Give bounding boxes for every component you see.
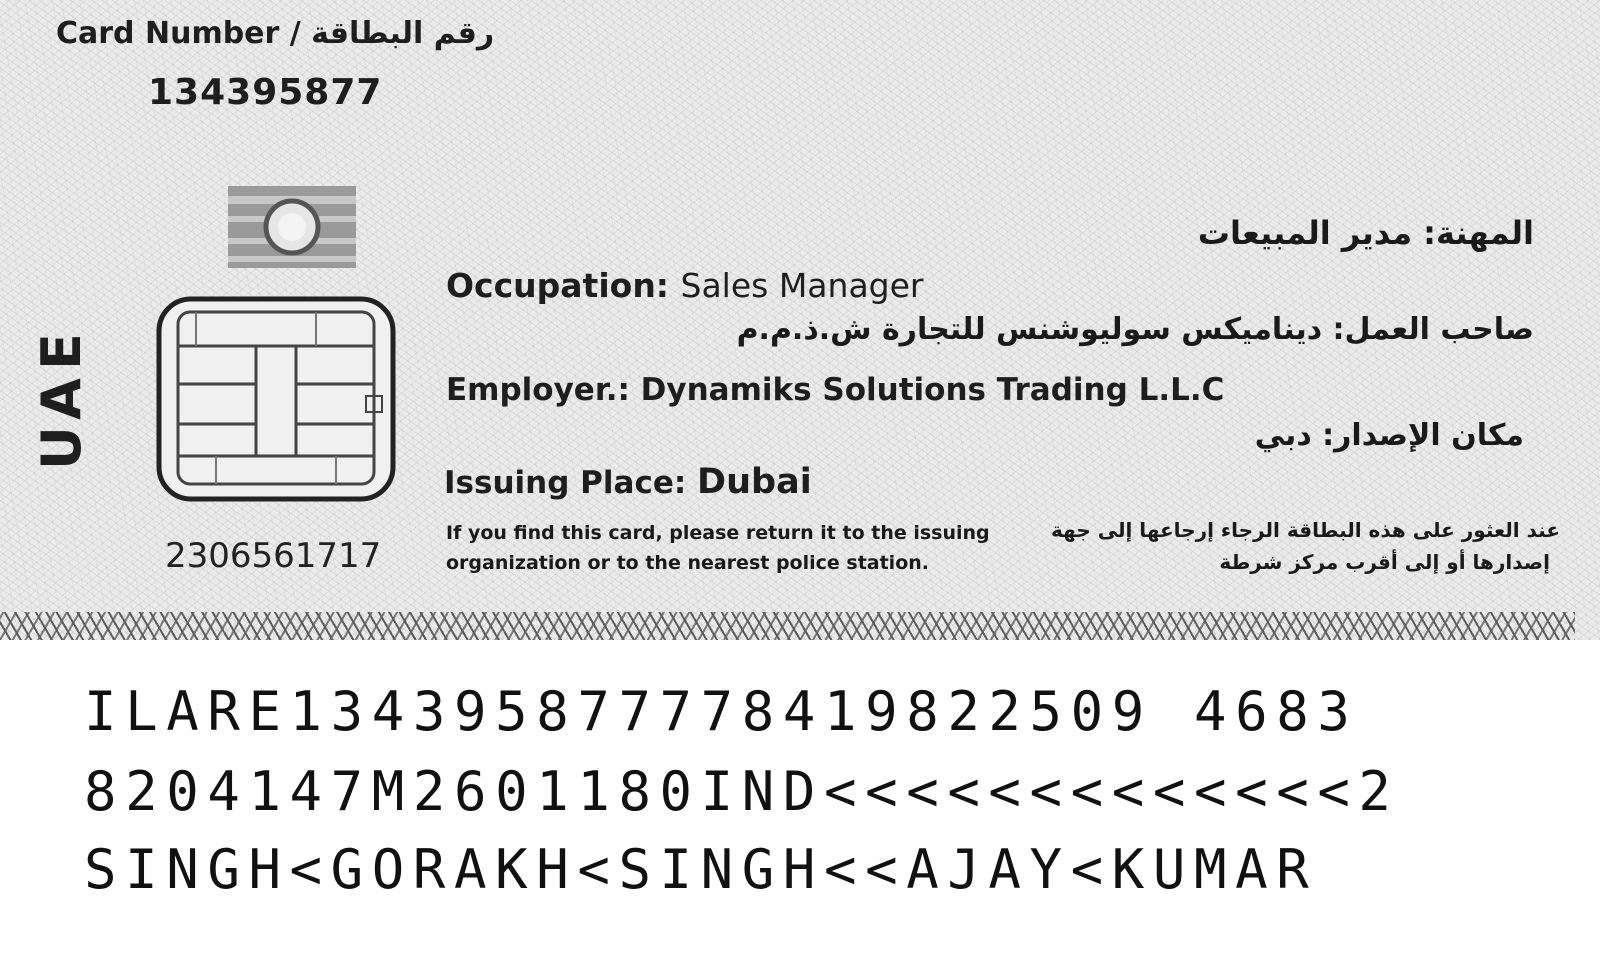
employer-value: Dynamiks Solutions Trading L.L.C xyxy=(640,372,1225,408)
issuing-place-value: Dubai xyxy=(697,462,812,502)
smart-chip-icon xyxy=(156,296,396,502)
mrz-line-1: ILARE134395877778419822509 4683 xyxy=(84,680,1359,743)
occupation-arabic: المهنة: مدير المبيعات xyxy=(1197,214,1534,252)
return-notice-ar-line2: إصدارها أو إلى أقرب مركز شرطة xyxy=(1219,550,1550,574)
security-border-strip xyxy=(0,612,1575,642)
return-notice-en-line2: organization or to the nearest police station. xyxy=(446,552,929,574)
return-notice-ar-line1: عند العثور على هذه البطاقة الرجاء إرجاعها إلى جهة xyxy=(1051,518,1560,542)
employer-arabic: صاحب العمل: ديناميكس سوليوشنس للتجارة ش.ذ.م.م xyxy=(736,312,1534,347)
card-number-value: 134395877 xyxy=(148,72,383,113)
employer-label: Employer.: xyxy=(446,372,630,408)
issuing-place-arabic: مكان الإصدار: دبي xyxy=(1254,418,1524,453)
occupation-field xyxy=(446,266,924,305)
card-serial-number: 2306561717 xyxy=(165,536,382,576)
country-code: UAE xyxy=(30,325,93,470)
issuing-place-field xyxy=(444,462,812,502)
mrz-line-3: SINGH<GORAKH<SINGH<<AJAY<KUMAR xyxy=(84,838,1318,901)
issuing-place-label: Issuing Place: xyxy=(444,465,687,501)
occupation-label: Occupation: xyxy=(446,266,670,305)
hologram-icon xyxy=(228,186,356,268)
occupation-value: Sales Manager xyxy=(680,266,924,305)
employer-field xyxy=(446,372,1224,408)
mrz-line-2: 8204147M2601180IND<<<<<<<<<<<<<2 xyxy=(84,760,1400,823)
return-notice-en-line1: If you find this card, please return it to the issuing xyxy=(446,522,990,544)
card-number-label: Card Number / رقم البطاقة xyxy=(56,16,495,51)
